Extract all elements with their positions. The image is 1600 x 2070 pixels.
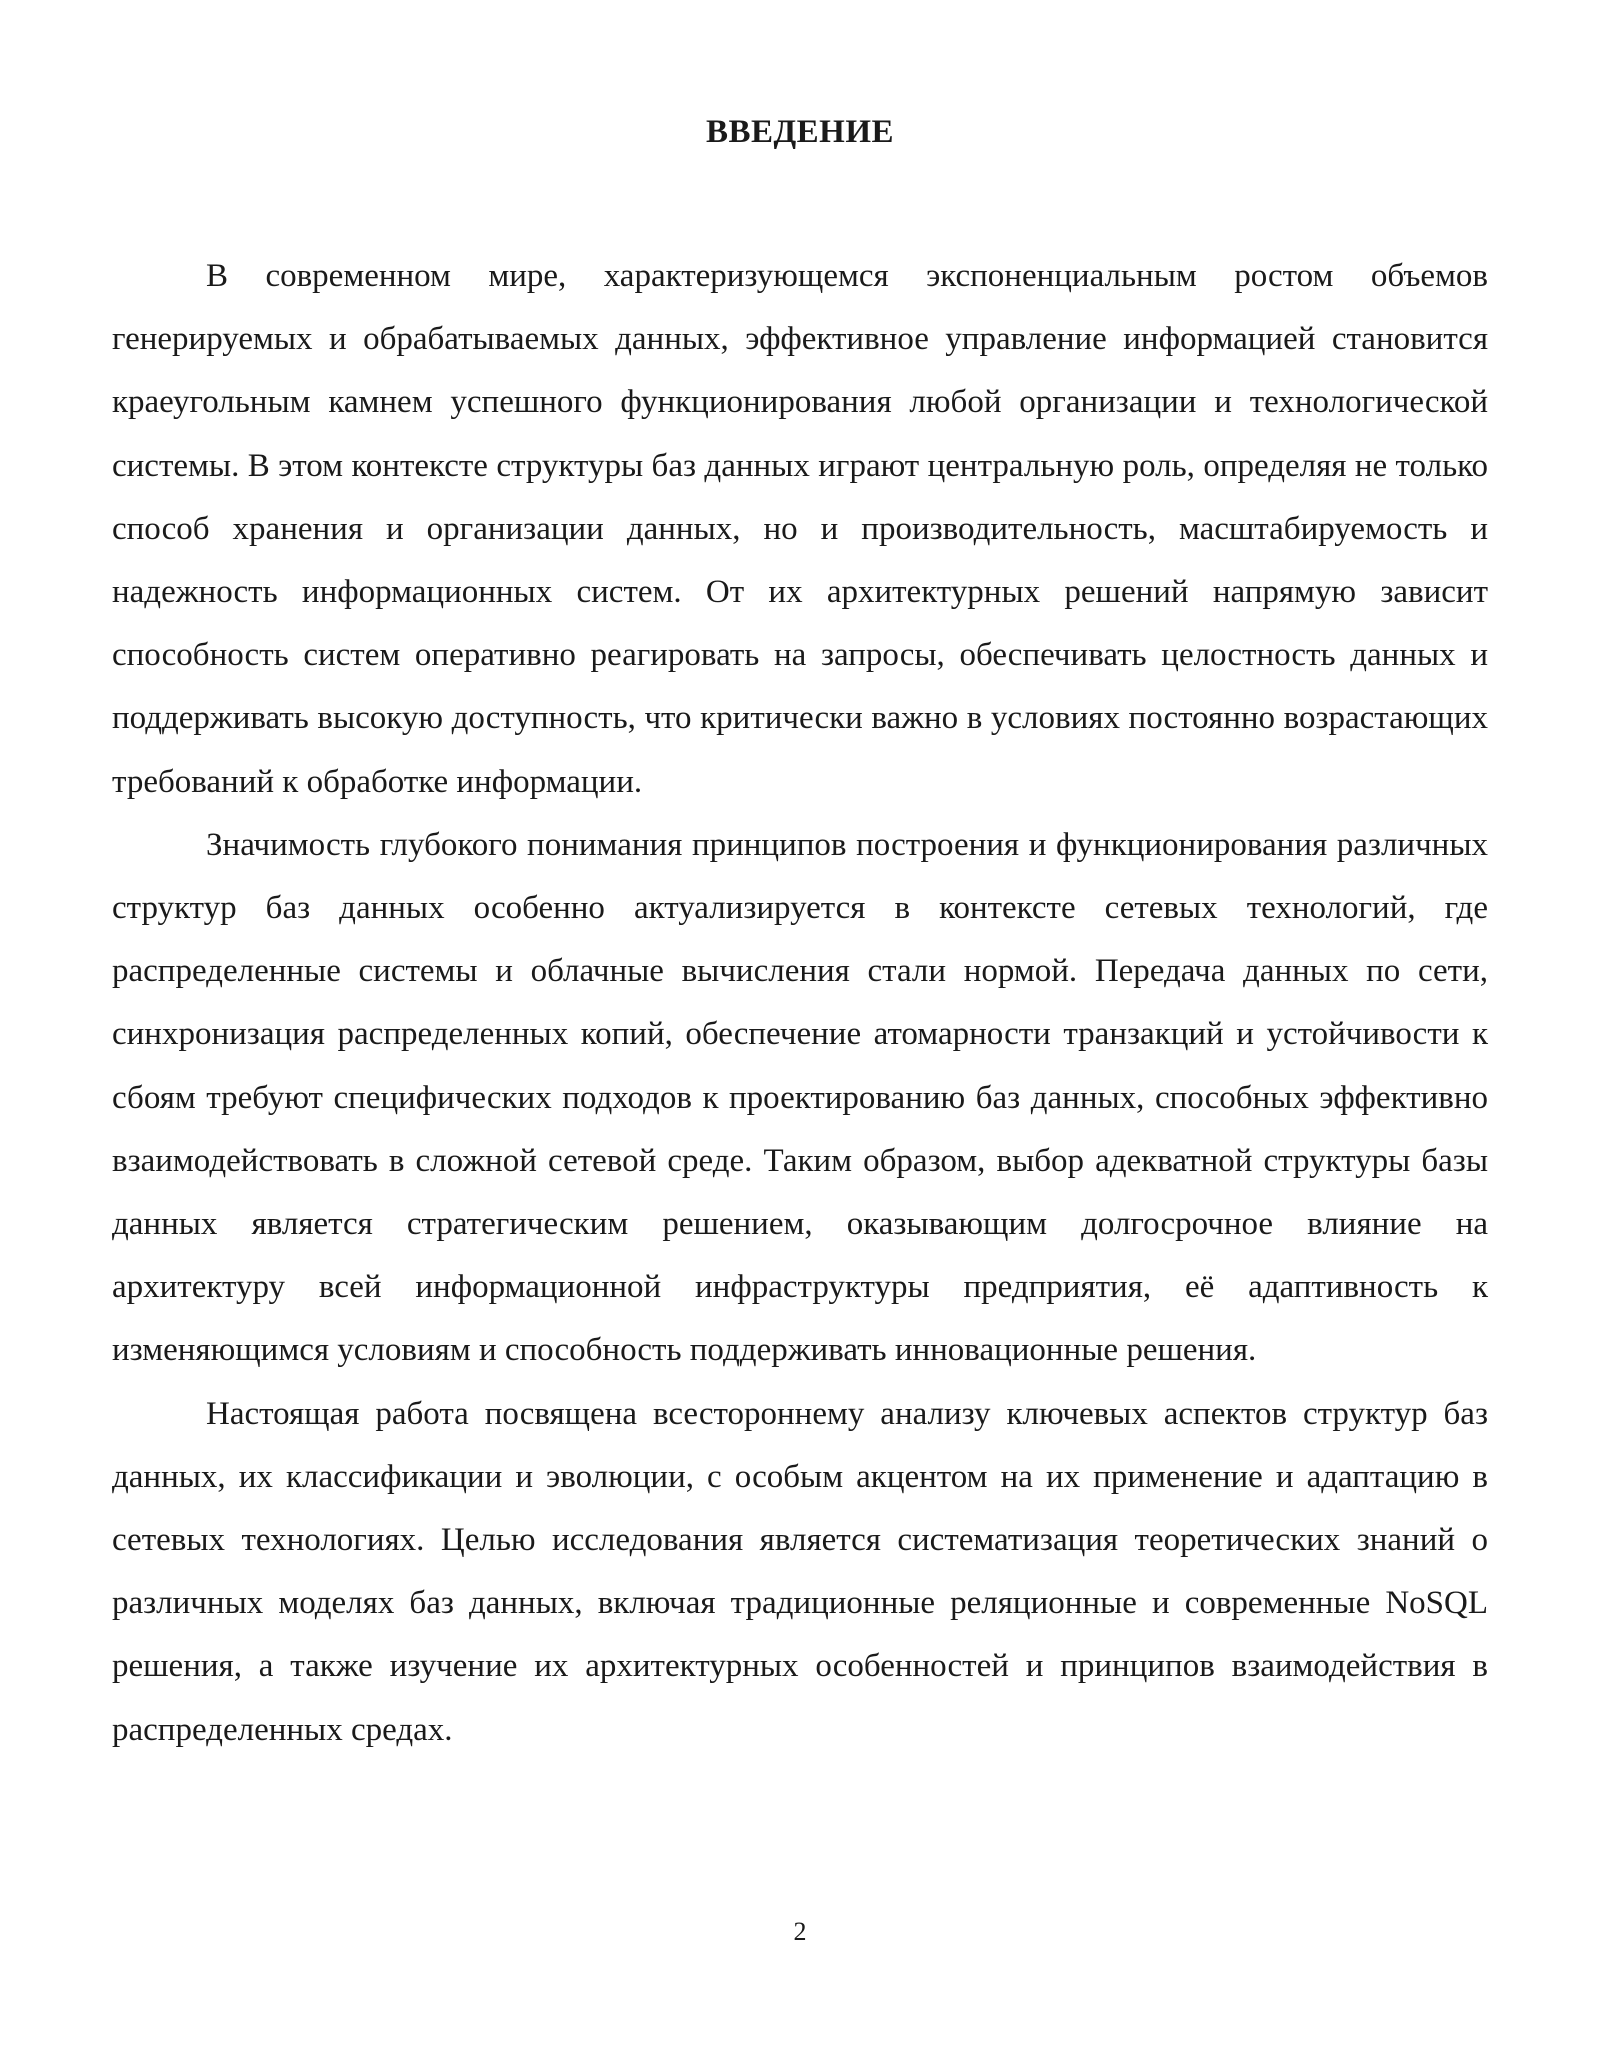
paragraph-3: Настоящая работа посвящена всестороннему анализу ключевых аспектов структур баз данных, их классификации и эволюции, с особым акцентом на их применение и адаптацию в сетевых технологиях. Целью исследования является систематизация теоретических знаний о различных моделях баз данных, включая традиционные реляционные и современные NoSQL решения, а также изучение их архитектурных особенностей и принципов взаимодействия в распределенных средах.	[112, 1395, 1488, 1748]
document-body	[112, 245, 1488, 1762]
page-number: 2	[793, 1917, 807, 1946]
page-title: ВВЕДЕНИЕ	[705, 114, 895, 150]
paragraph-2: Значимость глубокого понимания принципов построения и функционирования различных структур баз данных особенно актуализируется в контексте сетевых технологий, где распределенные системы и облачные вычисления стали нормой. Передача данных по сети, синхронизация распределенных копий, обеспечение атомарности транзакций и устойчивости к сбоям требуют специфических подходов к проектированию баз данных, способных эффективно взаимодействовать в сложной сетевой среде. Таким образом, выбор адекватной структуры базы данных является стратегическим решением, оказывающим долгосрочное влияние на архитектуру всей информационной инфраструктуры предприятия, её адаптивность к изменяющимся условиям и способность поддерживать инновационные решения.	[112, 826, 1488, 1369]
paragraph-1: В современном мире, характеризующемся экспоненциальным ростом объемов генерируемых и обрабатываемых данных, эффективное управление информацией становится краеугольным камнем успешного функционирования любой организации и технологической системы. В этом контексте структуры баз данных играют центральную роль, определяя не только способ хранения и организации данных, но и производительность, масштабируемость и надежность информационных систем. От их архитектурных решений напрямую зависит способность систем оперативно реагировать на запросы, обеспечивать целостность данных и поддерживать высокую доступность, что критически важно в условиях постоянно возрастающих требований к обработке информации.	[112, 258, 1488, 800]
